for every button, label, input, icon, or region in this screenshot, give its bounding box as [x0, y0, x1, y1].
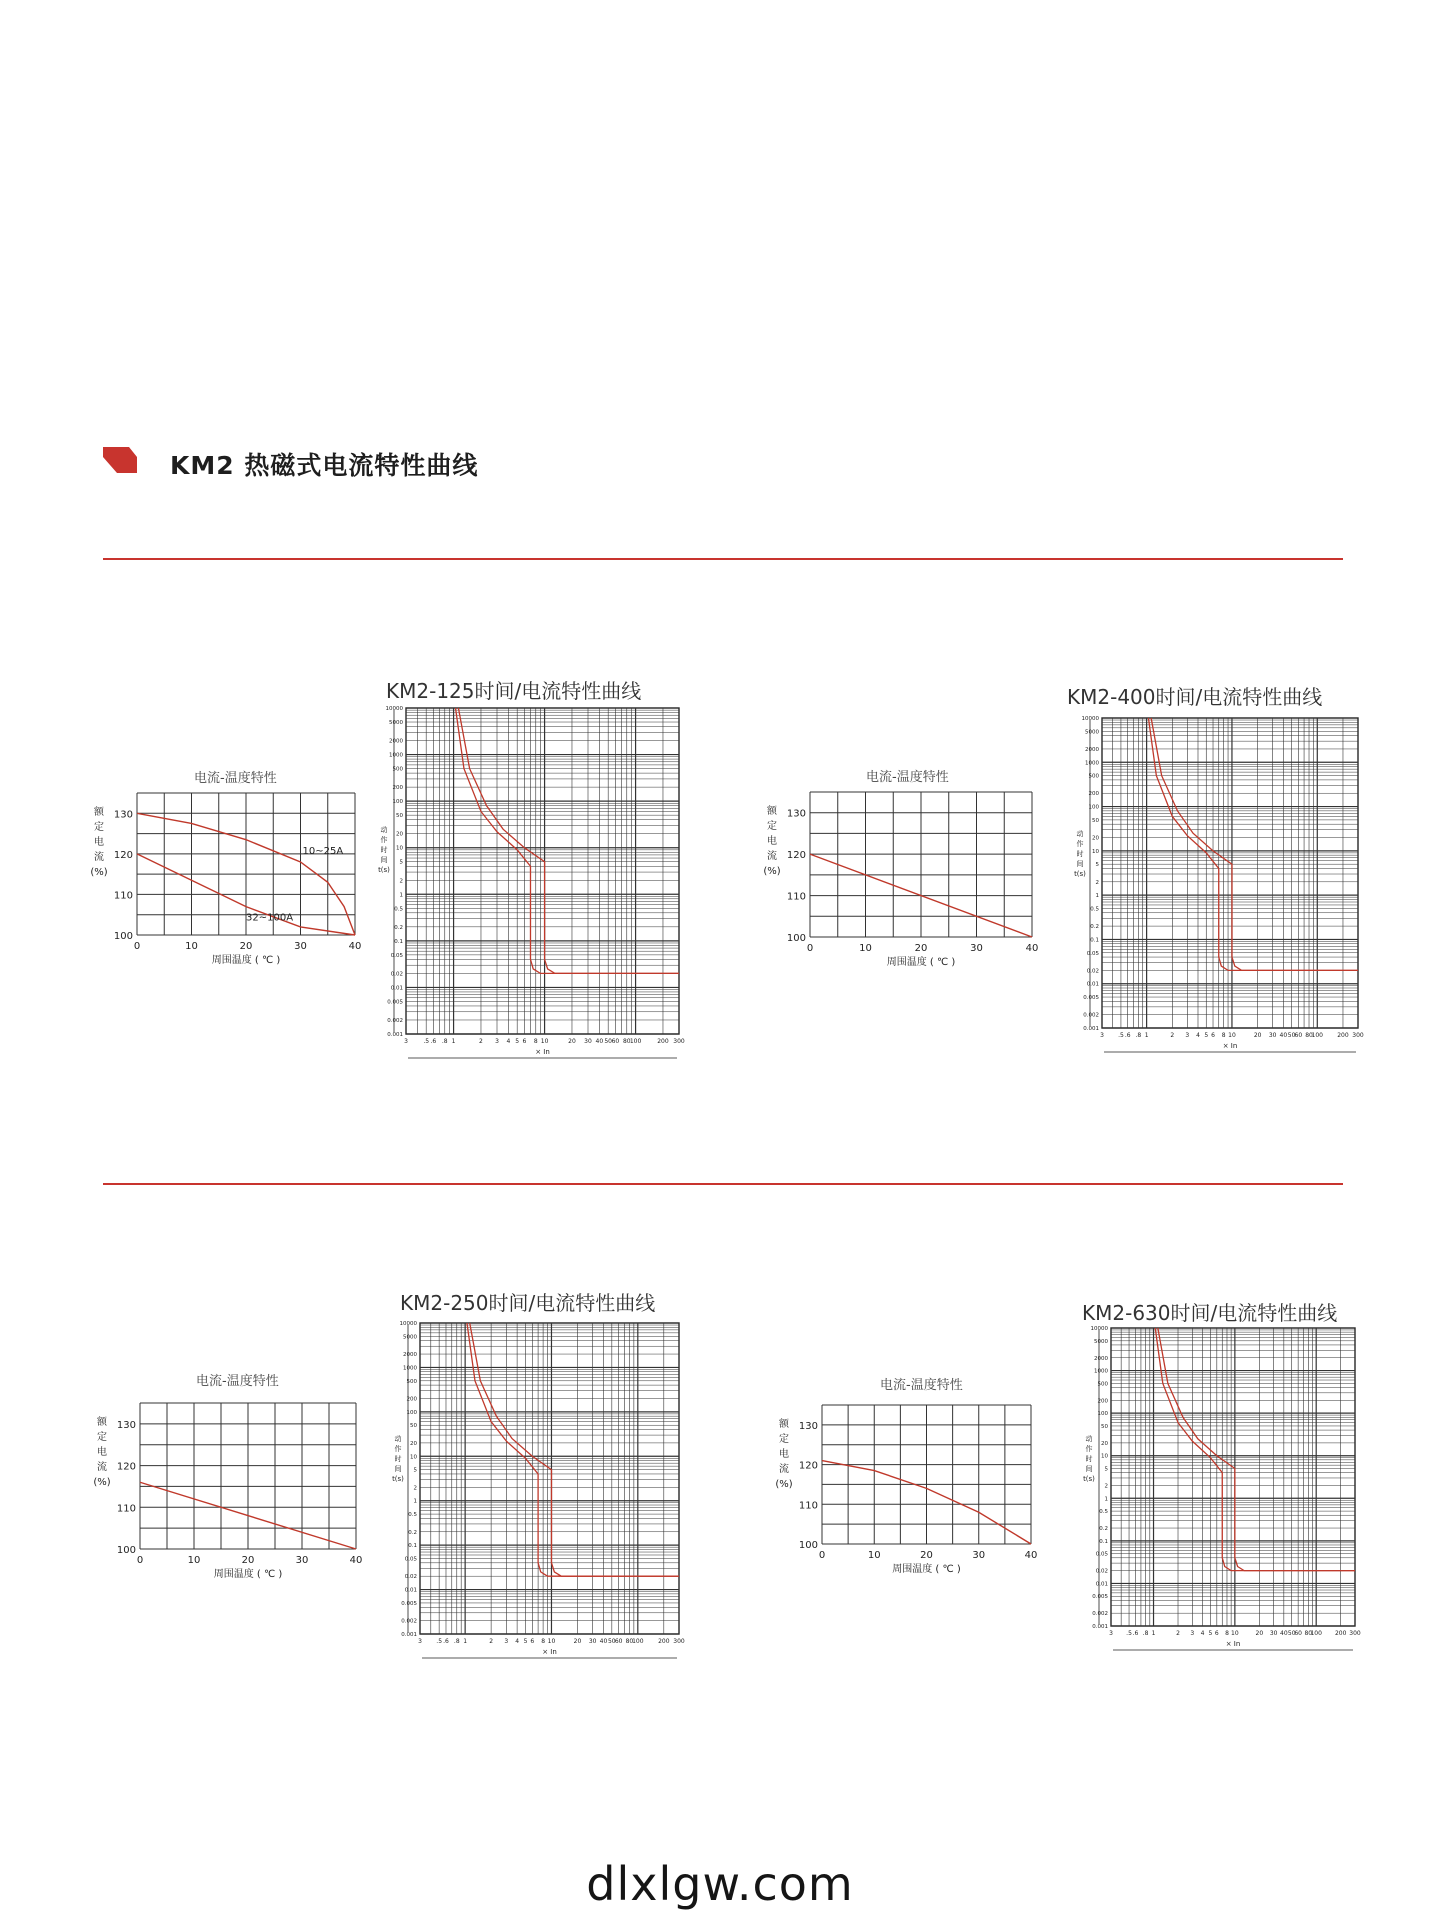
y-tick-label: 0.005 [401, 1600, 417, 1607]
y-axis-label-char: 间 [1076, 859, 1084, 868]
y-tick-label: 100 [798, 1540, 818, 1551]
y-axis-label-char: 流 [767, 851, 777, 862]
y-tick-label: 130 [113, 809, 133, 821]
y-tick-label: 10 [396, 845, 403, 852]
trip-250-title: KM2-250时间/电流特性曲线 [400, 1291, 656, 1315]
y-axis-label-char: 额 [94, 807, 104, 818]
y-tick-label: 0.01 [1086, 981, 1099, 988]
y-axis-label-char: 动 [380, 825, 388, 834]
x-tick-label: 50 [607, 1638, 616, 1645]
y-tick-label: 10 [1092, 848, 1099, 855]
y-tick-label: 2000 [1085, 746, 1099, 753]
trip-125-title: KM2-125时间/电流特性曲线 [386, 679, 642, 703]
y-tick-label: 0.02 [404, 1574, 417, 1581]
y-axis-label-char: t(s) [1074, 869, 1086, 878]
y-tick-label: 0.01 [404, 1587, 417, 1594]
y-tick-label: 0.002 [1092, 1611, 1108, 1618]
x-tick-label: .6 [1132, 1630, 1139, 1637]
y-axis-label-char: 额 [779, 1419, 789, 1430]
y-tick-label: 10000 [385, 706, 403, 712]
x-tick-label: .6 [1124, 1032, 1131, 1039]
y-axis-label-char: 流 [779, 1464, 789, 1475]
x-tick-label: 20 [568, 1038, 576, 1045]
y-tick-label: 0.05 [1095, 1551, 1108, 1558]
x-tick-label: 30 [584, 1038, 592, 1045]
y-tick-label: 20 [410, 1440, 417, 1447]
x-tick-label: 4 [515, 1638, 520, 1645]
x-tick-label: 4 [1200, 1630, 1205, 1637]
y-tick-label: 0.002 [401, 1618, 417, 1625]
y-axis-label-char: 作 [394, 1445, 402, 1454]
x-tick-label: 30 [1268, 1032, 1277, 1039]
y-tick-label: 2000 [389, 738, 403, 745]
y-axis-label-char: 时 [394, 1455, 402, 1464]
x-tick-label: 10 [187, 1555, 201, 1566]
y-tick-label: 5000 [1085, 729, 1099, 736]
y-axis-label-char: 额 [97, 1417, 107, 1428]
x-tick-label: 100 [629, 1038, 642, 1045]
y-tick-label: 0.005 [387, 999, 403, 1006]
y-axis-label-char: 作 [1076, 839, 1084, 848]
y-tick-label: 0.02 [1086, 968, 1099, 975]
y-tick-label: 500 [1097, 1381, 1108, 1388]
x-tick-label: 1 [1151, 1630, 1156, 1637]
x-tick-label: 100 [1310, 1630, 1322, 1637]
y-tick-label: 1000 [1094, 1368, 1108, 1375]
x-tick-label: 200 [658, 1638, 670, 1645]
x-tick-label: 40 [349, 1555, 363, 1566]
x-tick-label: 20 [239, 941, 253, 952]
x-tick-label: 60 [614, 1638, 623, 1645]
x-tick-label: 6 [1214, 1630, 1219, 1637]
y-tick-label: 0.002 [387, 1017, 403, 1024]
x-tick-label: .6 [430, 1038, 437, 1045]
x-tick-label: 4 [1196, 1032, 1200, 1039]
y-tick-label: 2 [413, 1485, 417, 1492]
y-tick-label: 100 [786, 933, 806, 944]
y-tick-label: 5000 [389, 720, 403, 727]
y-axis-label-char: 额 [767, 806, 777, 817]
y-tick-label: 0.1 [408, 1543, 417, 1550]
x-tick-label: 10 [547, 1638, 556, 1645]
series-label: 32~100A [246, 912, 294, 924]
y-axis-label-char: 流 [94, 852, 104, 863]
x-tick-label: 20 [1255, 1630, 1264, 1637]
y-tick-label: 50 [1092, 817, 1099, 824]
y-tick-label: 0.02 [390, 971, 403, 978]
y-tick-label: 0.001 [401, 1632, 417, 1638]
x-tick-label: 100 [632, 1638, 644, 1645]
y-tick-label: 2000 [403, 1352, 417, 1359]
x-tick-label: 60 [1294, 1032, 1303, 1039]
y-axis-label-char: 电 [767, 836, 777, 847]
x-tick-label: 2 [479, 1038, 483, 1045]
y-tick-label: 0.2 [394, 924, 403, 931]
x-tick-label: .6 [443, 1638, 449, 1645]
y-tick-label: 5 [1104, 1466, 1108, 1473]
y-axis-label-char: 流 [97, 1462, 107, 1473]
y-tick-label: 0.02 [1095, 1568, 1108, 1575]
series-label: 10~25A [302, 845, 344, 857]
y-tick-label: 0.2 [1099, 1526, 1108, 1533]
x-tick-label: .8 [453, 1638, 460, 1645]
y-axis-label-char: 作 [380, 835, 388, 844]
y-tick-label: 0.1 [394, 938, 403, 945]
x-tick-label: 3 [1190, 1630, 1195, 1637]
y-tick-label: 1 [1104, 1496, 1108, 1503]
x-tick-label: 30 [295, 1555, 309, 1566]
y-tick-label: 1 [399, 892, 403, 899]
trip-630-title: KM2-630时间/电流特性曲线 [1082, 1301, 1338, 1325]
x-tick-label: 6 [530, 1638, 535, 1645]
watermark: dlxlgw.com [586, 1857, 854, 1911]
y-tick-label: 0.001 [1092, 1624, 1108, 1630]
y-tick-label: 0.5 [408, 1512, 417, 1519]
x-tick-label: 2 [1176, 1630, 1180, 1637]
x-tick-label: 20 [914, 943, 928, 954]
y-tick-label: 50 [396, 813, 403, 820]
y-tick-label: 200 [392, 785, 403, 792]
y-tick-label: 20 [1092, 835, 1099, 842]
y-tick-label: 500 [406, 1378, 417, 1385]
x-tick-label: 30 [972, 1550, 986, 1561]
x-tick-label: 3 [495, 1038, 499, 1045]
y-axis-label-char: (%) [90, 867, 108, 878]
x-tick-label: .8 [441, 1038, 448, 1045]
x-tick-label: 2 [1170, 1032, 1175, 1039]
y-tick-label: 110 [798, 1500, 818, 1512]
x-tick-label: 50 [604, 1038, 613, 1045]
x-tick-label: 8 [533, 1038, 538, 1045]
x-tick-label: 40 [595, 1038, 604, 1045]
y-tick-label: 5000 [403, 1334, 417, 1341]
y-tick-label: 1 [413, 1498, 417, 1505]
y-tick-label: 100 [406, 1409, 417, 1416]
y-tick-label: 5 [413, 1467, 417, 1474]
x-tick-label: 80 [1304, 1630, 1313, 1637]
x-tick-label: 0 [136, 1555, 144, 1566]
y-tick-label: 5000 [1094, 1338, 1108, 1345]
y-tick-label: 1000 [1085, 760, 1099, 767]
y-tick-label: 0.001 [387, 1032, 403, 1038]
x-tick-label: 10 [540, 1038, 549, 1045]
y-axis-label-char: (%) [763, 866, 781, 877]
y-tick-label: 2 [1104, 1483, 1108, 1490]
x-tick-label: .8 [1135, 1032, 1142, 1039]
y-axis-label-char: 电 [94, 837, 104, 848]
x-axis-label: 周围温度 ( ℃ ) [892, 1564, 961, 1575]
y-tick-label: 2 [1095, 879, 1099, 886]
y-tick-label: 110 [113, 890, 133, 902]
y-axis-label-char: 间 [380, 855, 388, 864]
y-axis-label-char: t(s) [378, 865, 390, 874]
x-tick-label: 20 [241, 1555, 255, 1566]
x-tick-label: 40 [348, 941, 362, 952]
y-axis-label-char: 电 [779, 1449, 789, 1460]
x-axis-label: 周围温度 ( ℃ ) [213, 1569, 283, 1580]
x-tick-label: 40 [599, 1638, 608, 1645]
x-tick-label: 60 [611, 1038, 620, 1045]
x-tick-label: 10 [1228, 1032, 1236, 1039]
y-tick-label: 0.001 [1083, 1026, 1099, 1032]
y-tick-label: 20 [396, 831, 403, 838]
x-tick-label: .5 [1118, 1032, 1124, 1039]
x-tick-label: 3 [404, 1038, 408, 1045]
y-tick-label: 2000 [1094, 1355, 1108, 1362]
y-axis-label-char: 作 [1085, 1445, 1093, 1454]
x-axis-label: × In [535, 1048, 550, 1056]
temp-125-title: 电流-温度特性 [194, 771, 277, 786]
x-tick-label: 8 [1225, 1630, 1229, 1637]
y-tick-label: 130 [786, 808, 806, 820]
y-axis-label-char: 定 [767, 821, 777, 832]
y-tick-label: 130 [798, 1420, 818, 1432]
y-tick-label: 0.005 [1092, 1594, 1108, 1601]
x-axis-label: × In [1225, 1640, 1241, 1648]
y-tick-label: 0.002 [1083, 1012, 1099, 1019]
x-tick-label: 8 [1221, 1032, 1226, 1039]
y-tick-label: 110 [116, 1503, 136, 1515]
x-tick-label: 40 [1024, 1550, 1038, 1561]
y-tick-label: 120 [786, 850, 806, 862]
x-tick-label: 40 [1280, 1630, 1288, 1637]
y-tick-label: 0.005 [1083, 995, 1099, 1002]
y-axis-label-char: 定 [97, 1432, 107, 1443]
x-tick-label: 10 [185, 941, 198, 952]
y-axis-label-char: t(s) [1083, 1475, 1095, 1484]
x-tick-label: 4 [506, 1038, 511, 1045]
y-axis-label-char: 间 [394, 1465, 402, 1474]
section-title: KM2 热磁式电流特性曲线 [170, 451, 479, 480]
x-tick-label: 10 [859, 943, 872, 954]
temp-250-title: 电流-温度特性 [196, 1374, 279, 1389]
x-tick-label: 10 [867, 1550, 881, 1561]
y-axis-label-char: (%) [93, 1477, 111, 1488]
x-axis-label: × In [1222, 1042, 1238, 1050]
y-tick-label: 200 [406, 1396, 417, 1403]
y-tick-label: 2 [399, 878, 403, 885]
y-tick-label: 500 [1088, 773, 1099, 780]
x-tick-label: 10 [1231, 1630, 1239, 1637]
x-tick-label: 20 [573, 1638, 582, 1645]
temp-630-title: 电流-温度特性 [880, 1378, 963, 1393]
y-axis-label-char: 动 [1076, 829, 1084, 838]
y-tick-label: 50 [410, 1423, 417, 1430]
y-tick-label: 0.1 [1099, 1538, 1108, 1545]
x-tick-label: 0 [818, 1550, 826, 1561]
y-tick-label: 130 [116, 1419, 136, 1431]
x-tick-label: 30 [294, 941, 307, 952]
y-axis-label-char: (%) [775, 1479, 793, 1490]
x-tick-label: 50 [1287, 1630, 1296, 1637]
y-axis-label-char: 定 [779, 1434, 789, 1445]
y-tick-label: 0.01 [390, 985, 403, 992]
y-tick-label: 200 [1088, 791, 1099, 798]
y-tick-label: 110 [786, 891, 806, 903]
y-tick-label: 20 [1101, 1440, 1108, 1447]
x-axis-label: 周围温度 ( ℃ ) [211, 955, 281, 966]
y-tick-label: 0.2 [1090, 924, 1099, 931]
y-tick-label: 0.05 [390, 952, 403, 959]
x-tick-label: .5 [436, 1638, 443, 1645]
y-tick-label: 5 [399, 859, 403, 866]
y-tick-label: 100 [1088, 804, 1099, 811]
x-tick-label: 200 [657, 1038, 669, 1045]
x-tick-label: 20 [1253, 1032, 1262, 1039]
x-tick-label: .5 [423, 1038, 430, 1045]
y-tick-label: 5 [1095, 862, 1099, 869]
x-tick-label: 80 [1305, 1032, 1313, 1039]
x-tick-label: 30 [588, 1638, 597, 1645]
x-tick-label: 0 [806, 943, 814, 954]
x-tick-label: .8 [1142, 1630, 1149, 1637]
y-tick-label: 0.2 [408, 1529, 417, 1536]
x-tick-label: 300 [673, 1038, 685, 1045]
y-tick-label: 0.05 [1086, 950, 1099, 957]
temp-400-title: 电流-温度特性 [866, 770, 949, 785]
y-tick-label: 10 [1101, 1453, 1108, 1460]
y-tick-label: 0.05 [404, 1556, 417, 1563]
y-tick-label: 10000 [1081, 716, 1099, 722]
x-tick-label: 3 [504, 1638, 509, 1645]
y-tick-label: 10000 [1090, 1326, 1108, 1332]
y-tick-label: 1 [1095, 893, 1099, 900]
y-axis-label-char: t(s) [392, 1475, 404, 1484]
y-axis-label-char: 电 [97, 1447, 107, 1458]
x-tick-label: 3 [418, 1638, 422, 1645]
x-tick-label: 2 [489, 1638, 494, 1645]
x-tick-label: 1 [1144, 1032, 1149, 1039]
x-tick-label: 30 [970, 943, 983, 954]
x-axis-label: 周围温度 ( ℃ ) [886, 957, 956, 968]
y-tick-label: 0.5 [1099, 1509, 1108, 1516]
x-tick-label: 20 [920, 1550, 933, 1561]
x-tick-label: 200 [1337, 1032, 1349, 1039]
x-tick-label: 80 [625, 1638, 634, 1645]
x-tick-label: 8 [541, 1638, 546, 1645]
y-axis-label-char: 时 [380, 845, 388, 854]
y-tick-label: 100 [1097, 1411, 1108, 1418]
y-tick-label: 0.5 [1090, 906, 1099, 913]
y-tick-label: 500 [392, 766, 403, 773]
x-tick-label: 3 [1185, 1032, 1190, 1039]
x-tick-label: 300 [673, 1638, 685, 1645]
x-tick-label: 3 [1100, 1032, 1104, 1039]
x-tick-label: 5 [515, 1038, 520, 1045]
x-tick-label: 200 [1334, 1630, 1347, 1637]
y-tick-label: 1000 [389, 752, 403, 759]
trip-curve [1158, 1328, 1355, 1571]
x-tick-label: 50 [1287, 1032, 1296, 1039]
y-tick-label: 120 [116, 1461, 136, 1473]
y-axis-label-char: 间 [1085, 1465, 1093, 1474]
y-axis-label-char: 定 [94, 822, 104, 833]
x-tick-label: 5 [1208, 1630, 1213, 1637]
x-tick-label: 300 [1352, 1032, 1364, 1039]
x-tick-label: 6 [1211, 1032, 1215, 1039]
x-tick-label: 1 [463, 1638, 468, 1645]
y-tick-label: 100 [113, 931, 133, 942]
x-tick-label: 300 [1349, 1630, 1361, 1637]
y-tick-label: 0.01 [1095, 1581, 1108, 1588]
x-tick-label: 6 [522, 1038, 527, 1045]
y-tick-label: 200 [1097, 1398, 1108, 1405]
x-axis-label: × In [542, 1648, 557, 1656]
y-tick-label: 10 [410, 1454, 417, 1461]
x-tick-label: 5 [1204, 1032, 1209, 1039]
y-axis-label-char: 动 [1085, 1435, 1093, 1444]
x-tick-label: 3 [1109, 1630, 1113, 1637]
x-tick-label: 40 [1279, 1032, 1288, 1039]
y-tick-label: 0.5 [394, 906, 403, 913]
x-tick-label: .5 [1126, 1630, 1132, 1637]
y-axis-label-char: 动 [394, 1435, 402, 1444]
y-tick-label: 10000 [399, 1321, 417, 1327]
y-tick-label: 120 [798, 1460, 818, 1472]
y-tick-label: 120 [113, 849, 133, 861]
x-tick-label: 30 [1269, 1630, 1278, 1637]
x-tick-label: 80 [622, 1038, 631, 1045]
x-tick-label: 5 [523, 1638, 528, 1645]
y-tick-label: 0.1 [1090, 937, 1099, 944]
y-tick-label: 100 [116, 1545, 136, 1556]
x-tick-label: 40 [1025, 943, 1039, 954]
trip-curve [1155, 1328, 1355, 1571]
y-tick-label: 1000 [403, 1365, 417, 1372]
y-tick-label: 50 [1101, 1423, 1108, 1430]
x-tick-label: 60 [1294, 1630, 1302, 1637]
y-tick-label: 100 [392, 799, 403, 806]
x-tick-label: 0 [133, 941, 141, 952]
y-axis-label-char: 时 [1076, 849, 1084, 858]
y-axis-label-char: 时 [1085, 1455, 1093, 1464]
x-tick-label: 1 [451, 1038, 456, 1045]
x-tick-label: 100 [1311, 1032, 1324, 1039]
trip-400-title: KM2-400时间/电流特性曲线 [1067, 685, 1323, 709]
